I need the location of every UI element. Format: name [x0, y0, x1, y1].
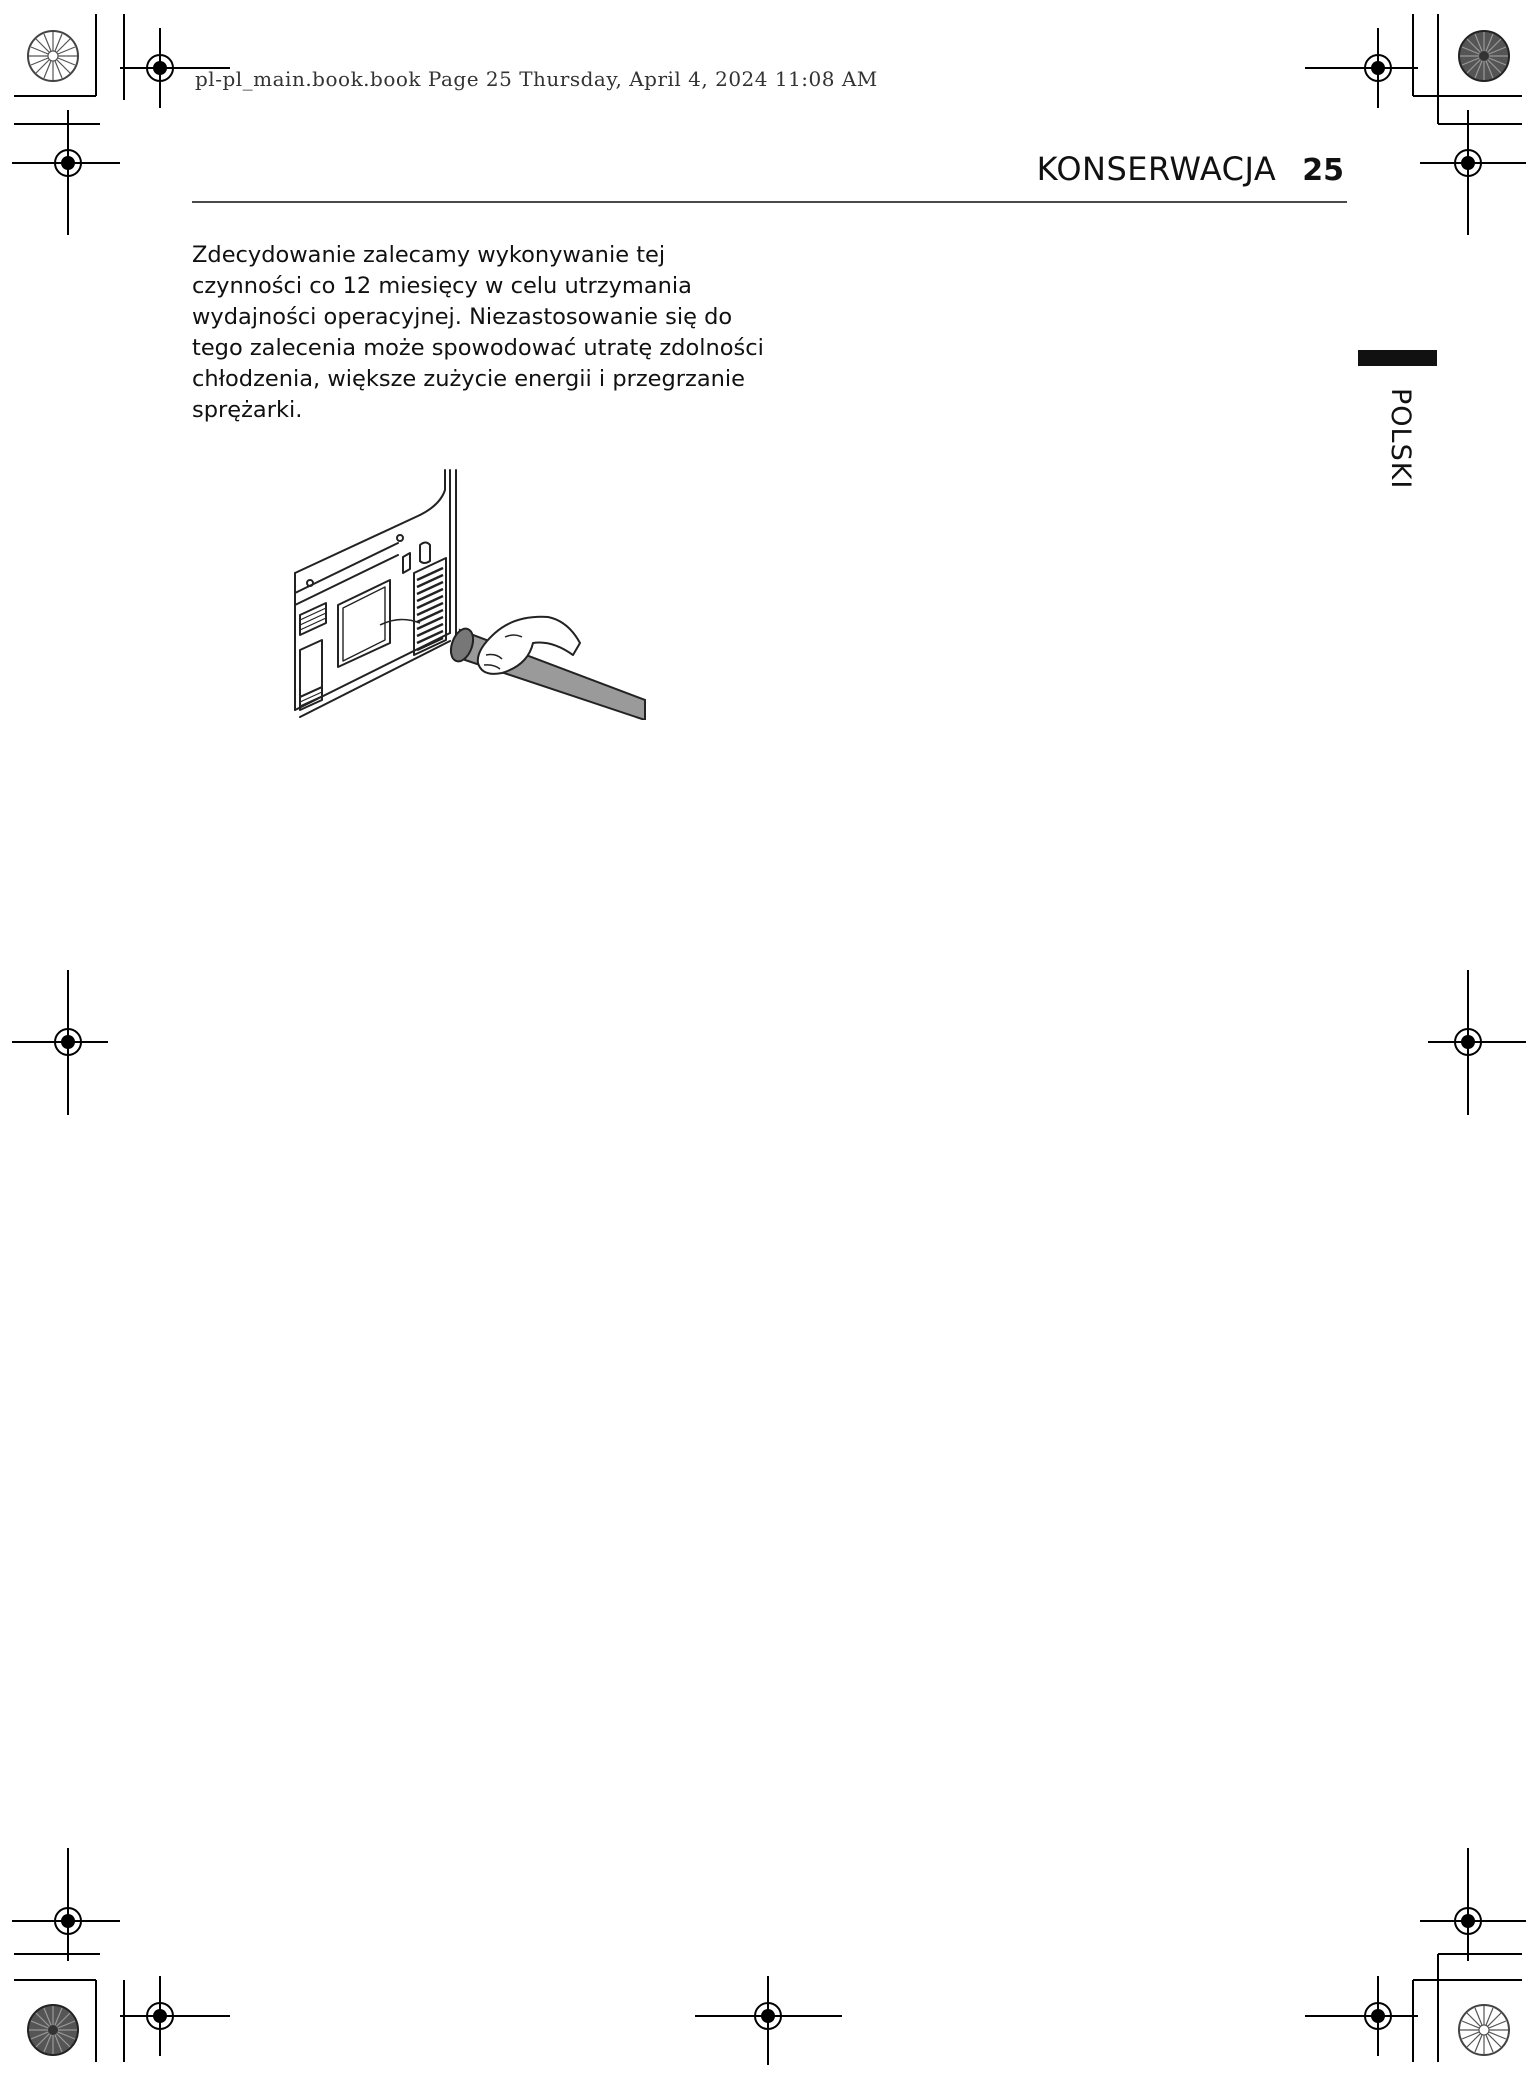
page-header [1037, 150, 1344, 188]
body-line: tego zalecenia może spowodować utratę zdolności [192, 335, 764, 361]
book-header: pl-pl_main.book.book Page 25 Thursday, April 4, 2024 11:08 AM [195, 67, 878, 91]
section-title: KONSERWACJA [1036, 150, 1277, 188]
body-line: chłodzenia, większe zużycie energii i przegrzanie [192, 366, 746, 392]
body-line: Zdecydowanie zalecamy wykonywanie tej [192, 242, 666, 268]
language-tab-label: POLSKI [1385, 388, 1416, 490]
vacuum-cleaning-condenser-illustration [290, 465, 650, 720]
body-paragraph [192, 240, 764, 426]
language-tab-marker [1358, 350, 1437, 366]
header-rule [192, 201, 1347, 203]
body-line: czynności co 12 miesięcy w celu utrzymania [192, 273, 692, 299]
body-line: wydajności operacyjnej. Niezastosowanie się do [192, 304, 733, 330]
body-line: sprężarki. [192, 397, 303, 423]
page-number: 25 [1302, 153, 1344, 188]
